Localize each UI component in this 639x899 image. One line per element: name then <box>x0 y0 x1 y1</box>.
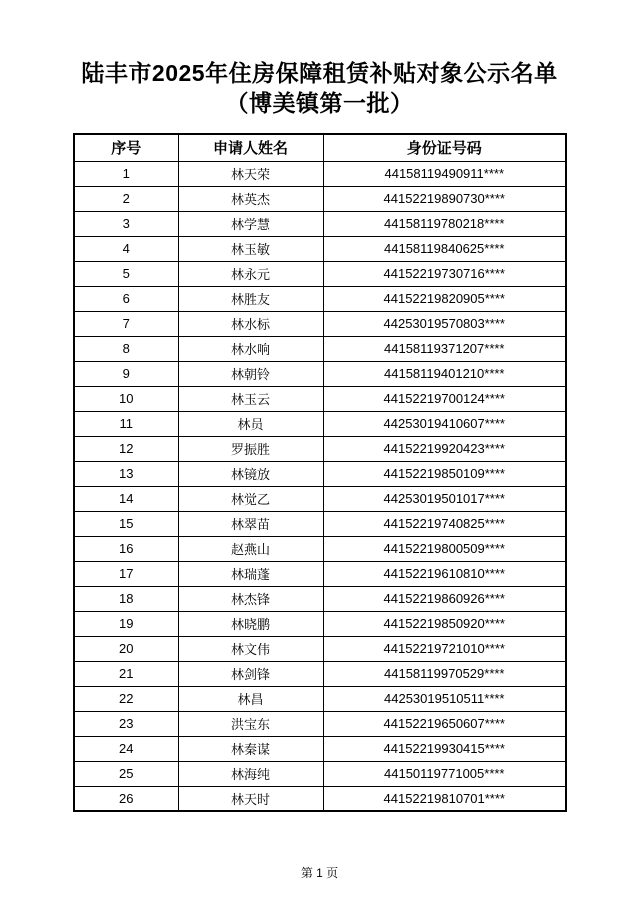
row-id-number: 44152219820905**** <box>323 286 566 311</box>
table-row <box>74 611 566 636</box>
table-header-row <box>74 134 566 161</box>
row-applicant-name: 林剑锋 <box>178 661 323 686</box>
table-row <box>74 311 566 336</box>
row-id-number: 44152219700124**** <box>323 386 566 411</box>
row-serial-number: 11 <box>74 411 178 436</box>
row-applicant-name: 林海纯 <box>178 761 323 786</box>
page-number: 第 1 页 <box>300 866 339 880</box>
row-id-number: 44152219800509**** <box>323 536 566 561</box>
row-id-number: 44152219721010**** <box>323 636 566 661</box>
row-applicant-name: 罗振胜 <box>178 436 323 461</box>
table-row <box>74 186 566 211</box>
row-id-number: 44253019510511**** <box>323 686 566 711</box>
table-header <box>74 134 566 161</box>
row-id-number: 44152219740825**** <box>323 511 566 536</box>
title-line-2: （博美镇第一批） <box>225 90 414 116</box>
row-applicant-name: 林天时 <box>178 786 323 811</box>
row-serial-number: 7 <box>74 311 178 336</box>
subsidy-recipients-table <box>73 133 567 812</box>
header-id-number: 身份证号码 <box>323 134 566 161</box>
table-row <box>74 711 566 736</box>
row-id-number: 44152219850920**** <box>323 611 566 636</box>
row-applicant-name: 林昌 <box>178 686 323 711</box>
row-id-number: 44152219810701**** <box>323 786 566 811</box>
row-serial-number: 13 <box>74 461 178 486</box>
title-line-1: 陆丰市2025年住房保障租赁补贴对象公示名单 <box>81 60 558 86</box>
row-serial-number: 20 <box>74 636 178 661</box>
row-serial-number: 1 <box>74 161 178 186</box>
row-applicant-name: 林杰锋 <box>178 586 323 611</box>
row-id-number: 44253019410607**** <box>323 411 566 436</box>
table-row <box>74 411 566 436</box>
row-applicant-name: 林玉敏 <box>178 236 323 261</box>
row-serial-number: 25 <box>74 761 178 786</box>
table-row <box>74 536 566 561</box>
table-row <box>74 261 566 286</box>
row-serial-number: 18 <box>74 586 178 611</box>
row-applicant-name: 洪宝东 <box>178 711 323 736</box>
row-applicant-name: 林水响 <box>178 336 323 361</box>
table-row <box>74 336 566 361</box>
row-applicant-name: 林胜友 <box>178 286 323 311</box>
row-applicant-name: 林觉乙 <box>178 486 323 511</box>
header-serial-number: 序号 <box>74 134 178 161</box>
row-applicant-name: 林永元 <box>178 261 323 286</box>
row-applicant-name: 林晓鹏 <box>178 611 323 636</box>
row-applicant-name: 林镜放 <box>178 461 323 486</box>
row-id-number: 44158119840625**** <box>323 236 566 261</box>
row-serial-number: 19 <box>74 611 178 636</box>
document-title <box>0 58 639 118</box>
row-id-number: 44253019570803**** <box>323 311 566 336</box>
table-row <box>74 386 566 411</box>
row-id-number: 44150119771005**** <box>323 761 566 786</box>
row-id-number: 44152219610810**** <box>323 561 566 586</box>
table-row <box>74 486 566 511</box>
row-id-number: 44253019501017**** <box>323 486 566 511</box>
row-serial-number: 12 <box>74 436 178 461</box>
row-serial-number: 5 <box>74 261 178 286</box>
table-row <box>74 586 566 611</box>
row-applicant-name: 林天荣 <box>178 161 323 186</box>
row-applicant-name: 林秦谋 <box>178 736 323 761</box>
row-id-number: 44158119371207**** <box>323 336 566 361</box>
table-row <box>74 686 566 711</box>
row-serial-number: 17 <box>74 561 178 586</box>
row-serial-number: 6 <box>74 286 178 311</box>
table-row <box>74 236 566 261</box>
row-applicant-name: 林学慧 <box>178 211 323 236</box>
row-id-number: 44152219730716**** <box>323 261 566 286</box>
table-row <box>74 561 566 586</box>
row-serial-number: 8 <box>74 336 178 361</box>
row-id-number: 44152219920423**** <box>323 436 566 461</box>
row-applicant-name: 林水标 <box>178 311 323 336</box>
row-serial-number: 22 <box>74 686 178 711</box>
table-row <box>74 286 566 311</box>
row-applicant-name: 林文伟 <box>178 636 323 661</box>
table-body <box>74 161 566 811</box>
row-applicant-name: 林翠苗 <box>178 511 323 536</box>
table-row <box>74 736 566 761</box>
row-id-number: 44152219930415**** <box>323 736 566 761</box>
table-row <box>74 661 566 686</box>
table-row <box>74 511 566 536</box>
row-serial-number: 24 <box>74 736 178 761</box>
row-applicant-name: 林员 <box>178 411 323 436</box>
row-serial-number: 4 <box>74 236 178 261</box>
row-id-number: 44152219890730**** <box>323 186 566 211</box>
row-applicant-name: 赵燕山 <box>178 536 323 561</box>
table-row <box>74 761 566 786</box>
table-row <box>74 161 566 186</box>
row-serial-number: 3 <box>74 211 178 236</box>
table-row <box>74 786 566 811</box>
row-id-number: 44158119490911**** <box>323 161 566 186</box>
table-row <box>74 211 566 236</box>
row-serial-number: 10 <box>74 386 178 411</box>
row-serial-number: 26 <box>74 786 178 811</box>
table-row <box>74 636 566 661</box>
row-serial-number: 16 <box>74 536 178 561</box>
row-id-number: 44152219860926**** <box>323 586 566 611</box>
row-applicant-name: 林英杰 <box>178 186 323 211</box>
table-row <box>74 361 566 386</box>
row-applicant-name: 林朝铃 <box>178 361 323 386</box>
row-id-number: 44158119970529**** <box>323 661 566 686</box>
header-applicant-name: 申请人姓名 <box>178 134 323 161</box>
row-serial-number: 21 <box>74 661 178 686</box>
row-id-number: 44152219850109**** <box>323 461 566 486</box>
row-id-number: 44158119780218**** <box>323 211 566 236</box>
table-row <box>74 436 566 461</box>
row-serial-number: 2 <box>74 186 178 211</box>
row-serial-number: 9 <box>74 361 178 386</box>
row-serial-number: 23 <box>74 711 178 736</box>
row-serial-number: 14 <box>74 486 178 511</box>
row-applicant-name: 林玉云 <box>178 386 323 411</box>
table-row <box>74 461 566 486</box>
row-id-number: 44152219650607**** <box>323 711 566 736</box>
row-id-number: 44158119401210**** <box>323 361 566 386</box>
row-serial-number: 15 <box>74 511 178 536</box>
row-applicant-name: 林瑞蓬 <box>178 561 323 586</box>
